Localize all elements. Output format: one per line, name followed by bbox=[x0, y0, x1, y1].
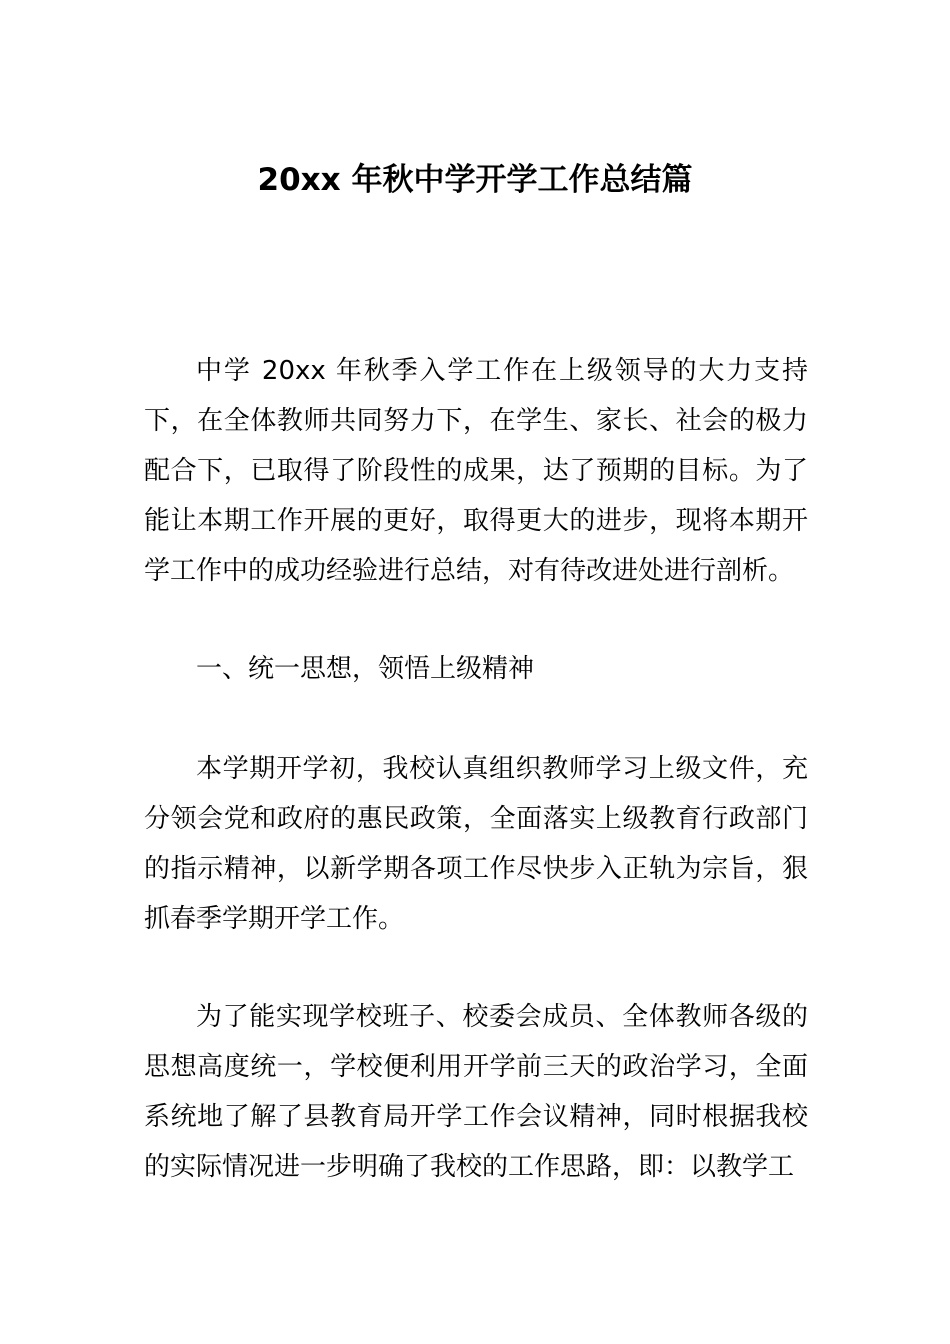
section-heading-1: 一、统一思想，领悟上级精神 bbox=[196, 654, 535, 684]
paragraph-section-1-continued: 为了能实现学校班子、校委会成员、全体教师各级的思想高度统一，学校便利用开学前三天的政治学习，全面系统地了解了县教育局开学工作会议精神，同时根据我校的实际情况进一步明确了我校的工作思路，即：以教学工 bbox=[144, 1002, 808, 1182]
paragraph-section-1: 本学期开学初，我校认真组织教师学习上级文件，充分领会党和政府的惠民政策，全面落实上级教育行政部门的指示精神，以新学期各项工作尽快步入正轨为宗旨，狠抓春季学期开学工作。 bbox=[144, 754, 808, 934]
paragraph-intro: 中学 20xx 年秋季入学工作在上级领导的大力支持下，在全体教师共同努力下，在学生、家长、社会的极力配合下，已取得了阶段性的成果，达了预期的目标。为了能让本期工作开展的更好，取得更大的进步，现将本期开学工作中的成功经验进行总结，对有待改进处进行剖析。 bbox=[144, 356, 808, 586]
document-title: 20xx 年秋中学开学工作总结篇 bbox=[257, 162, 693, 198]
